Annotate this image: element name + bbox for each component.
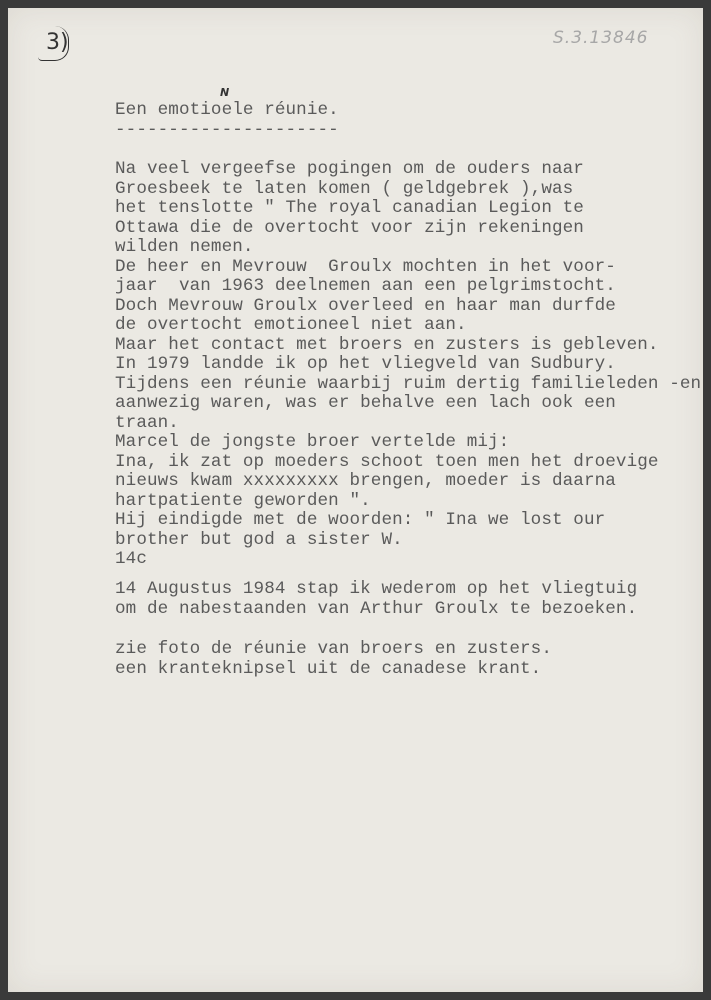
text-line: Doch Mevrouw Groulx overleed en haar man durfde <box>115 295 616 316</box>
text-line: De heer en Mevrouw Groulx mochten in het voor- <box>115 256 616 277</box>
text-line: In 1979 landde ik op het vliegveld van Sudbury. <box>115 354 616 374</box>
text-line: nieuws kwam xxxxxxxxx brengen, moeder is daarna <box>115 471 616 491</box>
text-line: Marcel de jongste broer vertelde mij: <box>115 432 510 452</box>
text-line: wilden nemen. <box>115 237 254 257</box>
text-line: Groesbeek te laten komen ( geldgebrek ),was <box>115 178 574 199</box>
text-line: Tijdens een réunie waarbij ruim dertig familieleden -en <box>115 373 702 394</box>
text-line: hartpatiente geworden ". <box>115 490 371 511</box>
text-line: zie foto de réunie van broers en zusters. <box>115 639 552 659</box>
text-line: Maar het contact met broers en zusters is gebleven. <box>115 334 659 355</box>
text-line: brother but god a sister W. <box>115 529 403 550</box>
text-line: traan. <box>115 412 179 433</box>
text-line: jaar van 1963 deelnemen aan een pelgrimstocht. <box>115 276 616 296</box>
handwritten-insert: N <box>220 86 230 99</box>
text-line: om de nabestaanden van Arthur Groulx te bezoeken. <box>115 598 638 619</box>
text-line: Ottawa die de overtocht voor zijn rekeningen <box>115 217 584 238</box>
text-line: Ina, ik zat op moeders schoot toen men het droevige <box>115 451 659 472</box>
text-line: 14c <box>115 549 147 569</box>
text-line: 14 Augustus 1984 stap ik wederom op het vliegtuig <box>115 579 638 599</box>
document-page <box>8 8 703 992</box>
page-number-mark: 3) <box>46 30 69 55</box>
document-title: Een emotioele réunie. <box>115 100 339 120</box>
text-line: een kranteknipsel uit de canadese krant. <box>115 658 542 679</box>
text-line: aanwezig waren, was er behalve een lach ook een <box>115 393 616 413</box>
archive-number: S.3.13846 <box>553 28 649 48</box>
title-underline: --------------------- <box>115 120 339 140</box>
text-line: het tenslotte " The royal canadian Legion te <box>115 198 584 218</box>
text-line: Hij eindigde met de woorden: " Ina we lost our <box>115 510 606 530</box>
text-line: de overtocht emotioneel niet aan. <box>115 315 467 335</box>
text-line: Na veel vergeefse pogingen om de ouders naar <box>115 159 584 179</box>
